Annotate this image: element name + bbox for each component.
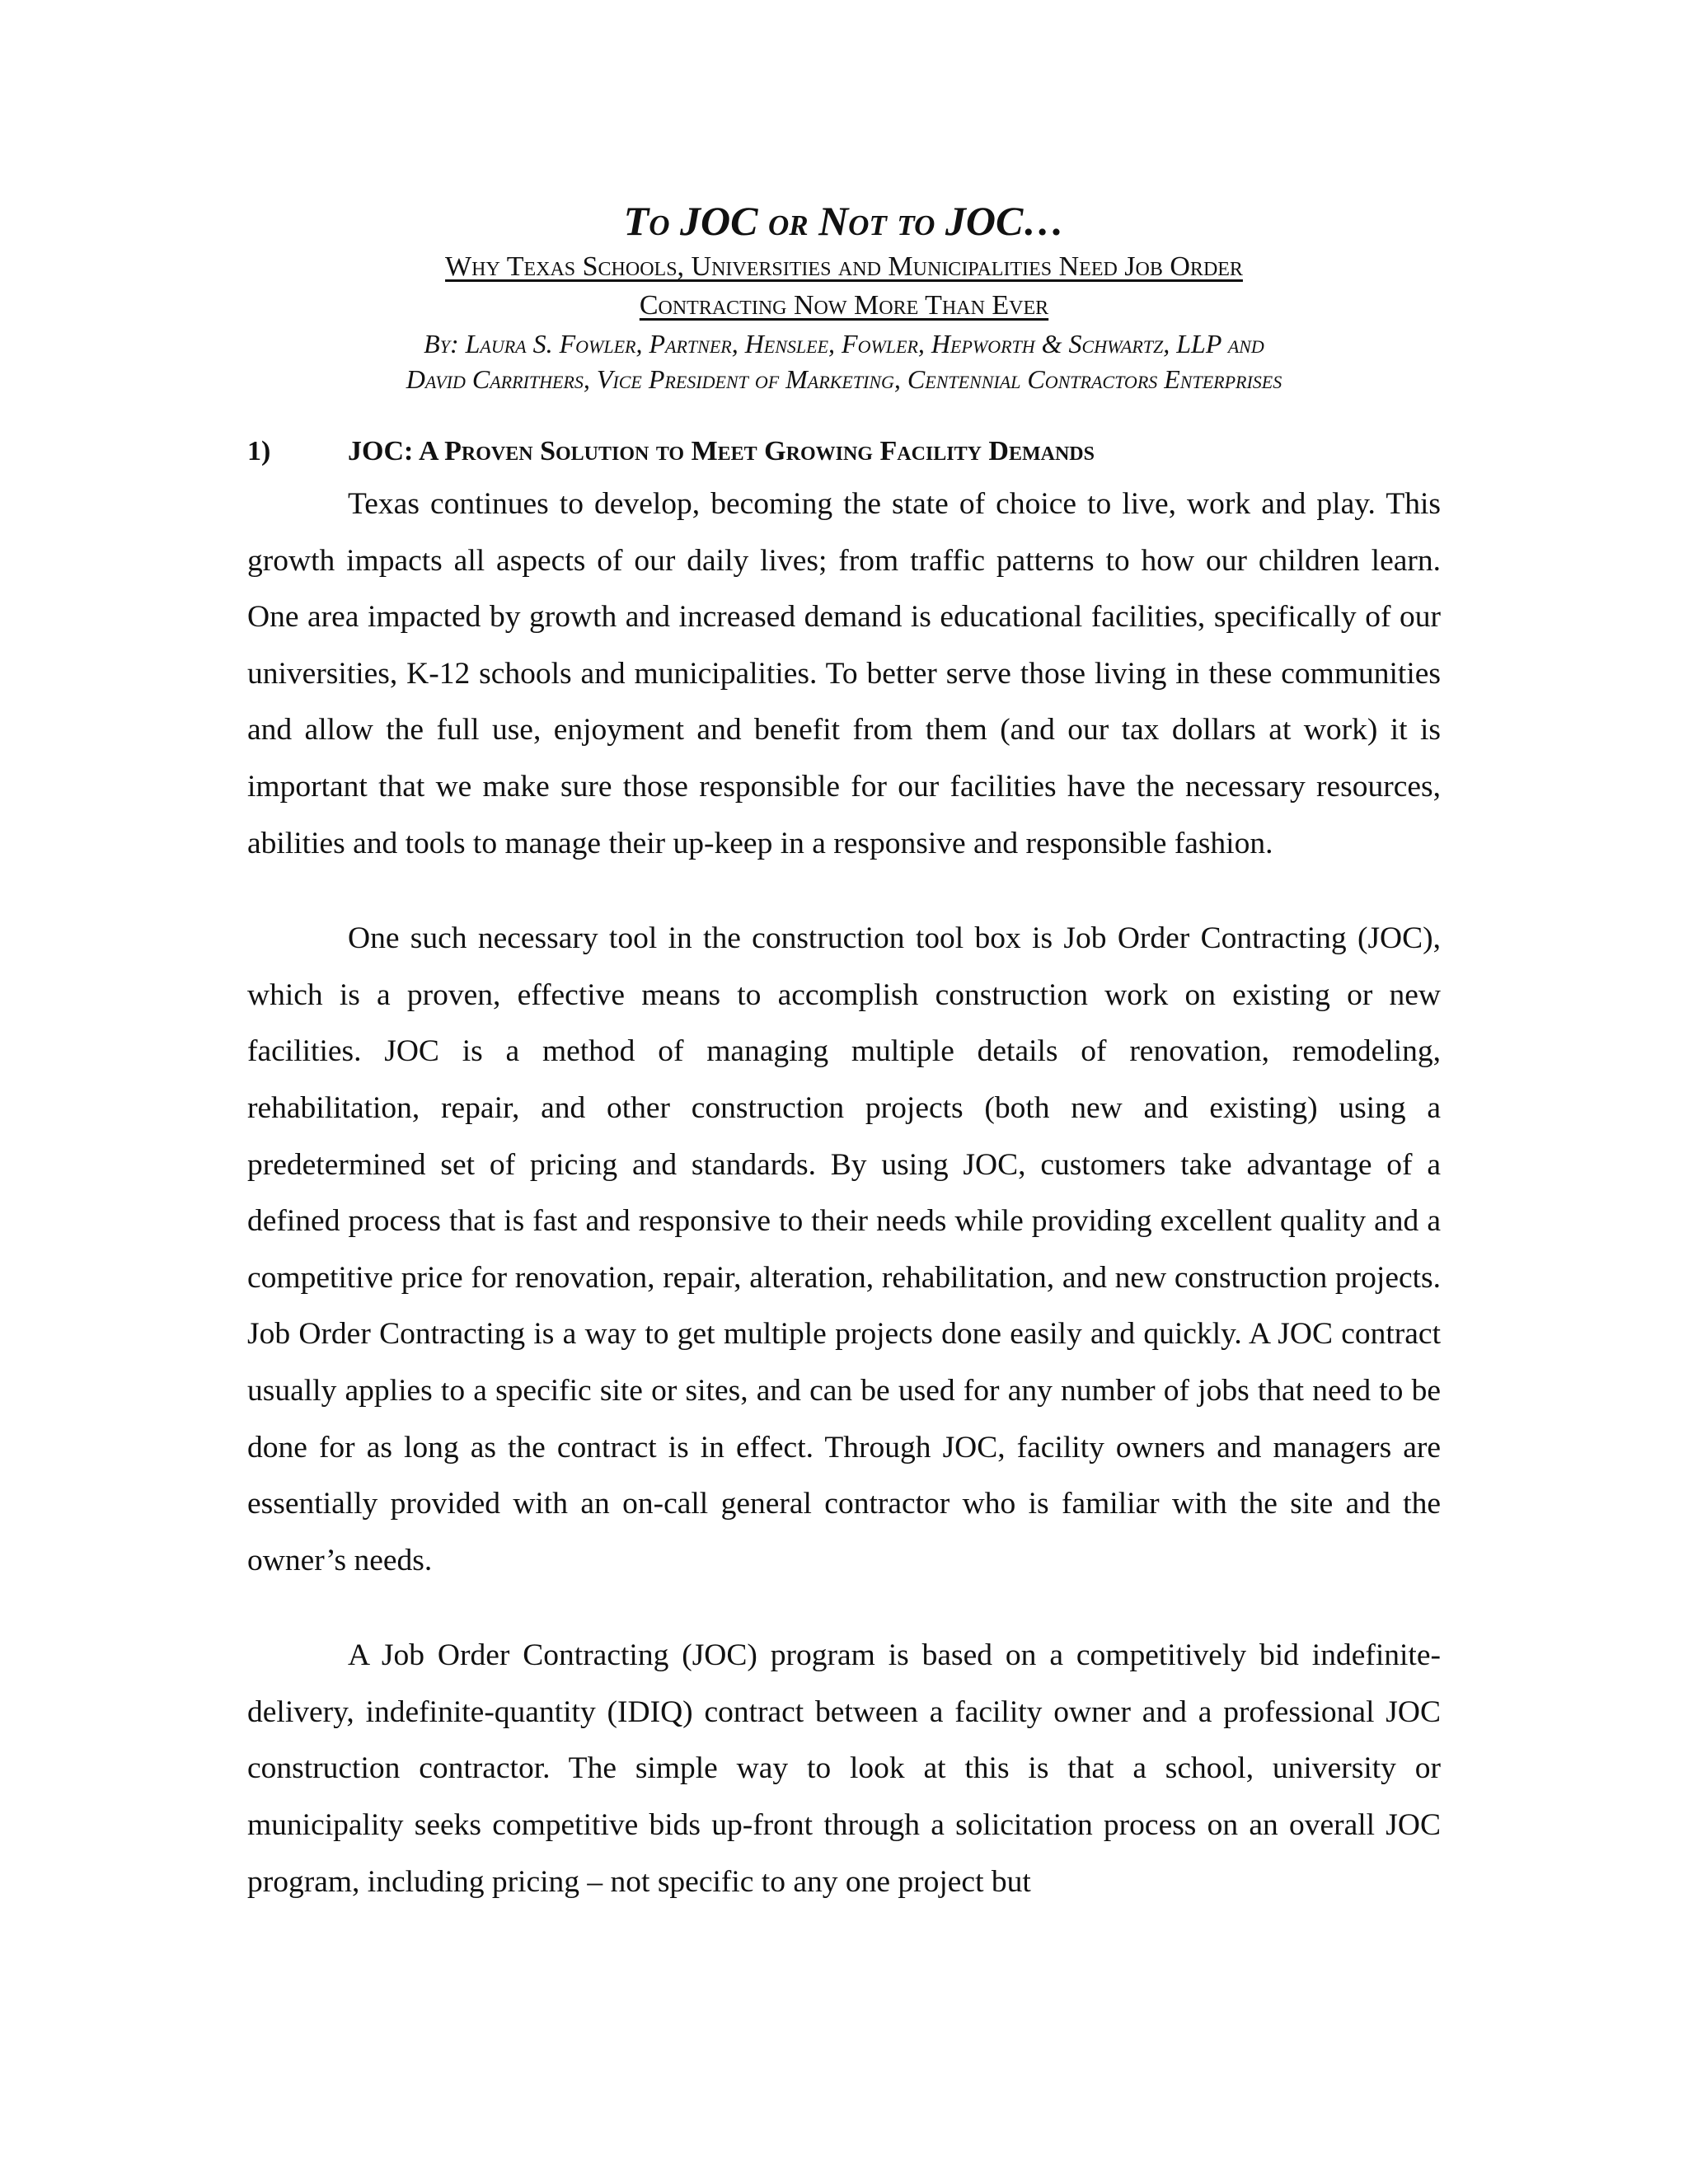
byline-line-1: By: Laura S. Fowler, Partner, Henslee, Fowler, Hepworth & Schwartz, LLP and	[424, 329, 1264, 359]
document-subtitle-line-1: Why Texas Schools, Universities and Municipalities Need Job Order	[445, 251, 1243, 282]
paragraph-1: Texas continues to develop, becoming the state of choice to live, work and play. This growth impacts all aspects of our daily lives; from traffic patterns to how our children learn. One area impacted by growth and increased demand is educational facilities, specifically of our universities, K-12 schools and municipalities. To better serve those living in these communities and allow the full use, enjoyment and benefit from them (and our tax dollars at work) it is important that we make sure those responsible for our facilities have the necessary resources, abilities and tools to manage their up-keep in a responsive and responsible fashion.	[247, 487, 1441, 860]
document-subtitle-line-2: Contracting Now More Than Ever	[639, 290, 1049, 321]
paragraph-2: One such necessary tool in the construction tool box is Job Order Contracting (JOC), which is a proven, effective means to accomplish construction work on existing or new facilities. JOC is a method of managing multiple details of renovation, remodeling, rehabilitation, repair, and other construction projects (both new and existing) using a predetermined set of pricing and standards. By using JOC, customers take advantage of a defined process that is fast and responsive to their needs while providing excellent quality and a competitive price for renovation, repair, alteration, rehabilitation, and new construction projects. Job Order Contracting is a way to get multiple projects done easily and quickly. A JOC contract usually applies to a specific site or sites, and can be used for any number of jobs that need to be done for as long as the contract is in effect. Through JOC, facility owners and managers are essentially provided with an on-call general contractor who is familiar with the site and the owner’s needs.	[247, 921, 1441, 1577]
section-heading	[247, 434, 1441, 470]
section-heading-text: JOC: A Proven Solution to Meet Growing Facility Demands	[348, 436, 1095, 466]
section-number: 1)	[247, 436, 271, 466]
document-header	[247, 194, 1441, 397]
byline-line-2: David Carrithers, Vice President of Marketing, Centennial Contractors Enterprises	[406, 364, 1282, 394]
document-title: To JOC or Not to JOC…	[623, 198, 1065, 244]
section-1	[247, 434, 1441, 1949]
paragraph-3: A Job Order Contracting (JOC) program is based on a competitively bid indefinite-delivery, indefinite-quantity (IDIQ) contract between a facility owner and a professional JOC construction contractor. The simple way to look at this is that a school, university or municipality seeks competitive bids up-front through a solicitation process on an overall JOC program, including pricing – not specific to any one project but	[247, 1638, 1441, 1899]
